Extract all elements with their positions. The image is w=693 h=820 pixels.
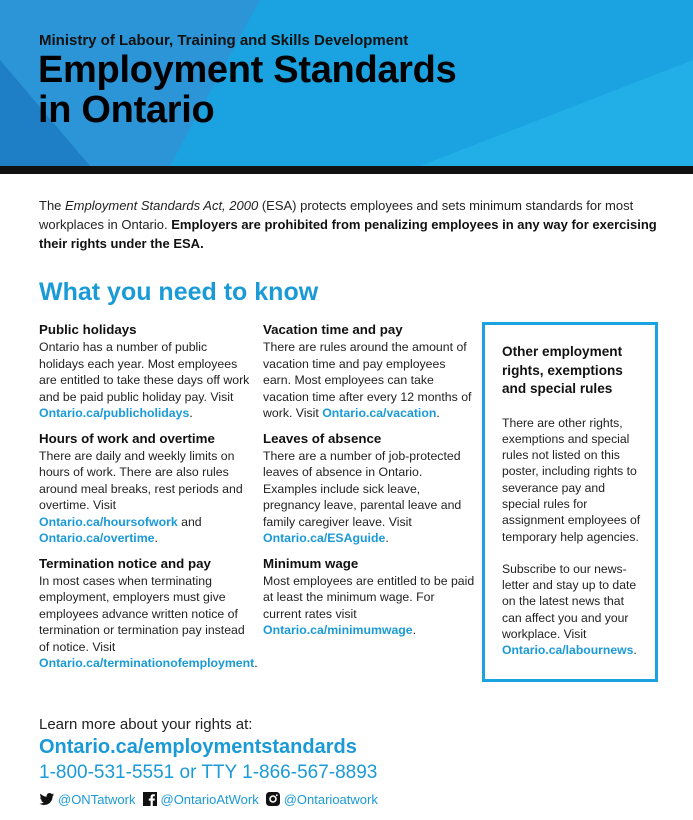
ministry-name: Ministry of Labour, Training and Skills Development	[39, 32, 409, 49]
overtime-link[interactable]: Ontario.ca/overtime	[39, 531, 155, 545]
intro-bold: Employers are prohibited from penalizing employees in any way for exercising their rights under the ESA.	[39, 217, 657, 251]
vacation-body: There are rules around the amount of vacation time and pay employees earn. Most employees can take vacation time after every 12 months of work. Visit	[263, 340, 472, 420]
period: .	[436, 406, 440, 420]
vacation-title: Vacation time and pay	[263, 322, 403, 337]
sidebar-box	[482, 322, 658, 682]
instagram-icon[interactable]	[265, 791, 281, 807]
title-line-1: Employment Standards	[38, 49, 457, 91]
intro-part-1: The	[39, 198, 66, 213]
sidebar-paragraph-2	[502, 561, 641, 659]
left-column	[39, 321, 258, 680]
twitter-icon[interactable]	[39, 791, 55, 807]
leaves-title: Leaves of absence	[263, 430, 382, 446]
hours-of-work-text	[39, 448, 254, 547]
social-links	[39, 791, 384, 807]
sidebar-paragraph-2-body: Subscribe to our news-letter and stay up to date on the latest news that can affect you and your workplace. Visit	[502, 561, 637, 642]
minimum-wage-link[interactable]: Ontario.ca/minimumwage	[263, 623, 413, 637]
intro-part-2: (ESA) protects employees and sets minimum standards for most workplaces in Ontario.	[39, 198, 634, 232]
sidebar-paragraph-1: There are other rights, exemptions and special rules not listed on this poster, including rights to severance pay and special rules for assignment employees of temporary help agencies.	[502, 415, 641, 544]
hours-of-work-title: Hours of work and overtime	[39, 430, 215, 446]
minimum-wage-text	[263, 573, 475, 639]
facebook-icon[interactable]	[142, 791, 158, 807]
public-holidays-title: Public holidays	[39, 322, 137, 337]
minimum-wage-body: Most employees are entitled to be paid at least the minimum wage. For current rates visit	[263, 573, 475, 621]
termination-title: Termination notice and pay	[39, 555, 211, 571]
leaves-block	[263, 430, 475, 547]
minimum-wage-block	[263, 555, 475, 639]
period: .	[189, 406, 193, 420]
public-holidays-link[interactable]: Ontario.ca/publicholidays	[39, 406, 190, 420]
vacation-block	[263, 321, 475, 422]
hours-of-work-link[interactable]: Ontario.ca/hoursofwork	[39, 514, 178, 529]
minimum-wage-title: Minimum wage	[263, 555, 359, 571]
intro-paragraph	[39, 196, 659, 253]
header-rule	[0, 166, 693, 174]
instagram-handle[interactable]: @Ontarioatwork	[283, 791, 378, 807]
period: .	[254, 656, 258, 670]
period: .	[412, 623, 417, 637]
sidebar-title: Other employment rights, exemptions and special rules	[502, 344, 623, 396]
labour-news-link[interactable]: Ontario.ca/labournews	[502, 643, 634, 658]
phone-numbers: 1-800-531-5551 or TTY 1-866-567-8893	[39, 762, 378, 783]
period: .	[154, 531, 158, 545]
termination-block	[39, 555, 258, 672]
period: .	[633, 643, 637, 658]
facebook-handle[interactable]: @OntarioAtWork	[160, 791, 259, 807]
termination-body: In most cases when terminating employment, employers must give employees advance written notice of termination or termination pay instead of notice. Visit	[39, 573, 245, 654]
twitter-handle[interactable]: @ONTatwork	[58, 791, 136, 807]
hours-of-work-block	[39, 430, 254, 547]
hours-of-work-body: There are daily and weekly limits on hours of work. There are also rules around meal breaks, rest periods and overtime. Visit	[39, 448, 243, 512]
leaves-body: There are a number of job-protected leaves of absence in Ontario. Examples include sick leave, pregnancy leave, parental leave and family caregiver leave. Visit	[263, 448, 462, 529]
esa-guide-link[interactable]: Ontario.ca/ESAguide	[263, 531, 386, 545]
leaves-text	[263, 448, 475, 547]
page-title	[38, 50, 456, 130]
period: .	[385, 531, 389, 545]
title-line-2: in Ontario	[38, 89, 215, 131]
and-text: and	[177, 514, 202, 529]
middle-column	[263, 321, 475, 647]
employment-standards-link[interactable]: Ontario.ca/employmentstandards	[39, 736, 357, 758]
public-holidays-body: Ontario has a number of public holidays each year. Most employees are entitled to take these days off work and be paid public holiday pay. Visit	[39, 340, 250, 404]
learn-more-text: Learn more about your rights at:	[39, 716, 253, 733]
public-holidays-text	[39, 339, 254, 422]
act-name: Employment Standards Act, 2000	[65, 198, 259, 213]
section-heading: What you need to know	[39, 278, 319, 306]
termination-link[interactable]: Ontario.ca/terminationofemployment	[39, 656, 255, 670]
public-holidays-block	[39, 321, 254, 422]
vacation-link[interactable]: Ontario.ca/vacation	[322, 406, 437, 420]
termination-text	[39, 573, 258, 672]
vacation-text	[263, 339, 475, 422]
